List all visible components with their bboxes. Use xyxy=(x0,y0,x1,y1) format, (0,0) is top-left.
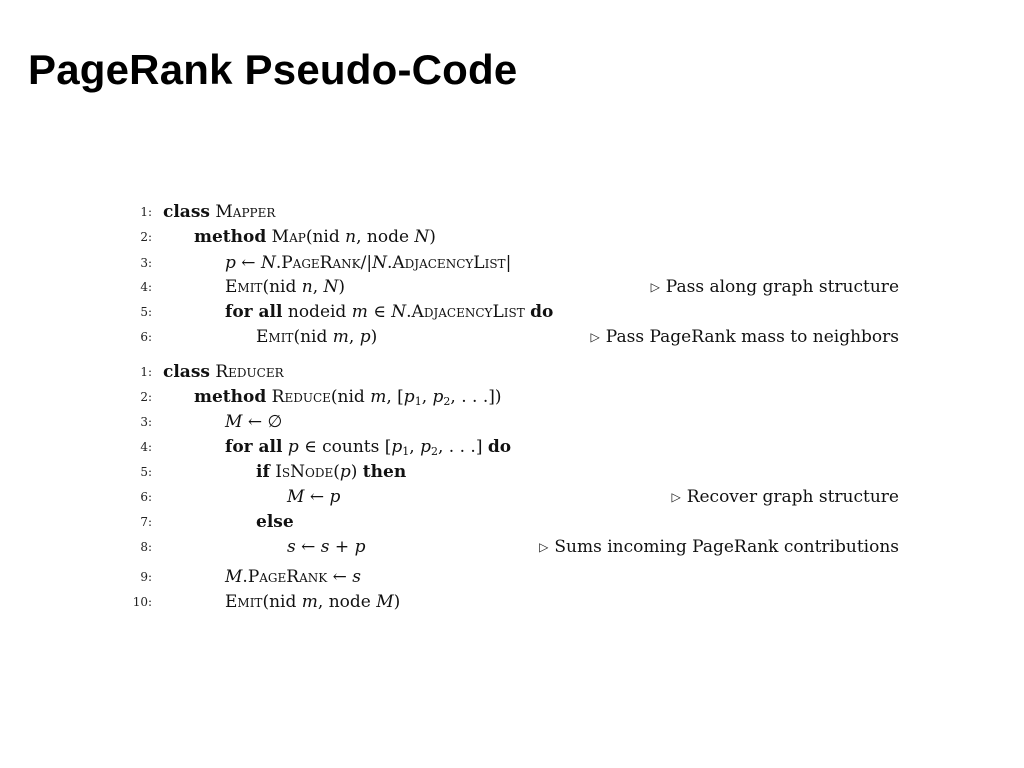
keyword: method xyxy=(194,387,267,407)
procedure-name: PageRank xyxy=(247,567,328,587)
math-variable: p xyxy=(432,387,444,407)
code-text: M ← ∅ xyxy=(225,412,283,432)
line-number: 5: xyxy=(140,305,152,319)
comment xyxy=(671,485,899,509)
line-number: 2: xyxy=(140,390,152,404)
comment-text: Pass PageRank mass to neighbors xyxy=(605,327,899,347)
keyword: else xyxy=(256,512,294,532)
line-number: 6: xyxy=(140,490,152,504)
code-text: Emit(nid m, node M) xyxy=(225,592,401,612)
line-number: 3: xyxy=(140,256,152,270)
code-text: M.PageRank ← s xyxy=(225,567,362,587)
comment-text: Pass along graph structure xyxy=(665,277,899,297)
line-number: 5: xyxy=(140,465,152,479)
math-variable: M xyxy=(225,412,243,432)
code-text: Emit(nid n, N) xyxy=(225,277,346,297)
keyword: do xyxy=(487,437,512,457)
code-text: M ← p xyxy=(287,487,341,507)
procedure-name: AdjacencyList xyxy=(411,302,525,322)
math-variable: n xyxy=(301,277,313,297)
mapper-line-3 xyxy=(0,251,1024,275)
reducer-line-1 xyxy=(0,360,1024,384)
mapper-line-6 xyxy=(0,325,1024,349)
math-variable: m xyxy=(301,592,318,612)
math-variable: M xyxy=(225,567,243,587)
line-number: 7: xyxy=(140,515,152,529)
comment xyxy=(539,535,899,559)
subscript: 1 xyxy=(414,395,422,408)
procedure-name: PageRank xyxy=(281,253,361,273)
mapper-line-1 xyxy=(0,200,1024,224)
comment-triangle-icon: ▷ xyxy=(590,330,600,344)
math-variable: p xyxy=(287,437,299,457)
keyword: class xyxy=(163,202,210,222)
math-variable: p xyxy=(359,327,371,347)
code-text: p ← N.PageRank/|N.AdjacencyList| xyxy=(225,253,512,273)
keyword: for all xyxy=(225,437,283,457)
line-number: 6: xyxy=(140,330,152,344)
keyword: do xyxy=(530,302,554,322)
procedure-name: Reduce xyxy=(271,387,331,407)
math-variable: p xyxy=(354,537,366,557)
keyword: then xyxy=(362,462,407,482)
line-number: 4: xyxy=(140,440,152,454)
mapper-line-5 xyxy=(0,300,1024,324)
reducer-line-7 xyxy=(0,510,1024,534)
code-text: Emit(nid m, p) xyxy=(256,327,378,347)
line-number: 2: xyxy=(140,230,152,244)
procedure-name: AdjacencyList xyxy=(392,253,506,273)
procedure-name: Emit xyxy=(225,592,263,612)
reducer-line-10 xyxy=(0,590,1024,614)
math-variable: p xyxy=(391,437,403,457)
procedure-name: Reducer xyxy=(215,362,284,382)
keyword: method xyxy=(194,227,267,247)
code-text: method Reduce(nid m, [$p_1$, $p_2$, . . .]) xyxy=(194,387,502,408)
reducer-line-9 xyxy=(0,565,1024,589)
line-number: 8: xyxy=(140,540,152,554)
subscript: 1 xyxy=(402,445,410,458)
keyword: class xyxy=(163,362,210,382)
keyword: for all xyxy=(225,302,283,322)
code-text xyxy=(256,510,294,534)
mapper-line-2 xyxy=(0,225,1024,249)
comment-text: Sums incoming PageRank contributions xyxy=(554,537,899,557)
comment-triangle-icon: ▷ xyxy=(539,540,549,554)
math-variable: M xyxy=(376,592,394,612)
math-variable: p xyxy=(225,253,236,273)
math-variable: N xyxy=(372,253,387,273)
reducer-line-6 xyxy=(0,485,1024,509)
code-text xyxy=(163,200,275,224)
code-text: if IsNode(p) then xyxy=(256,462,407,482)
subscript: 2 xyxy=(443,395,451,408)
math-variable: N xyxy=(323,277,339,297)
math-variable: m xyxy=(351,302,368,322)
procedure-name: Emit xyxy=(225,277,263,297)
code-text: method Map(nid n, node N) xyxy=(194,227,436,247)
reducer-line-5 xyxy=(0,460,1024,484)
comment xyxy=(651,275,899,299)
math-variable: N xyxy=(391,302,407,322)
line-number: 4: xyxy=(140,280,152,294)
math-variable: m xyxy=(370,387,387,407)
comment-triangle-icon: ▷ xyxy=(671,490,681,504)
comment-triangle-icon: ▷ xyxy=(650,280,660,294)
procedure-name: Mapper xyxy=(215,202,276,222)
code-text xyxy=(163,360,284,384)
math-variable: N xyxy=(260,253,276,273)
math-variable: s xyxy=(320,537,330,557)
line-number: 9: xyxy=(140,570,152,584)
math-variable: s xyxy=(287,537,296,557)
reducer-line-2 xyxy=(0,385,1024,409)
code-text: s ← s + p xyxy=(287,537,366,557)
procedure-name: IsNode xyxy=(275,462,334,482)
math-variable: N xyxy=(414,227,430,247)
line-number: 1: xyxy=(140,365,152,379)
comment xyxy=(591,325,899,349)
comment-text: Recover graph structure xyxy=(686,487,899,507)
math-variable: p xyxy=(420,437,431,457)
mapper-line-4 xyxy=(0,275,1024,299)
math-variable: m xyxy=(332,327,349,347)
math-variable: M xyxy=(287,487,305,507)
math-variable: p xyxy=(403,387,415,407)
math-variable: n xyxy=(345,227,357,247)
code-text: for all nodeid m ∈ N.AdjacencyList do xyxy=(225,302,554,322)
math-variable: p xyxy=(329,487,341,507)
line-number: 1: xyxy=(140,205,152,219)
procedure-name: Emit xyxy=(256,327,294,347)
subscript: 2 xyxy=(431,445,438,458)
line-number: 10: xyxy=(132,595,152,609)
line-number: 3: xyxy=(140,415,152,429)
math-variable: s xyxy=(352,567,362,587)
reducer-line-3 xyxy=(0,410,1024,434)
math-variable: p xyxy=(339,462,351,482)
slide-title: PageRank Pseudo-Code xyxy=(28,46,518,93)
keyword: if xyxy=(256,462,270,482)
code-text: for all p ∈ counts [$p_1$, $p_2$, . . .] do xyxy=(225,437,512,458)
reducer-line-8 xyxy=(0,535,1024,559)
reducer-line-4 xyxy=(0,435,1024,459)
procedure-name: Map xyxy=(271,227,306,247)
